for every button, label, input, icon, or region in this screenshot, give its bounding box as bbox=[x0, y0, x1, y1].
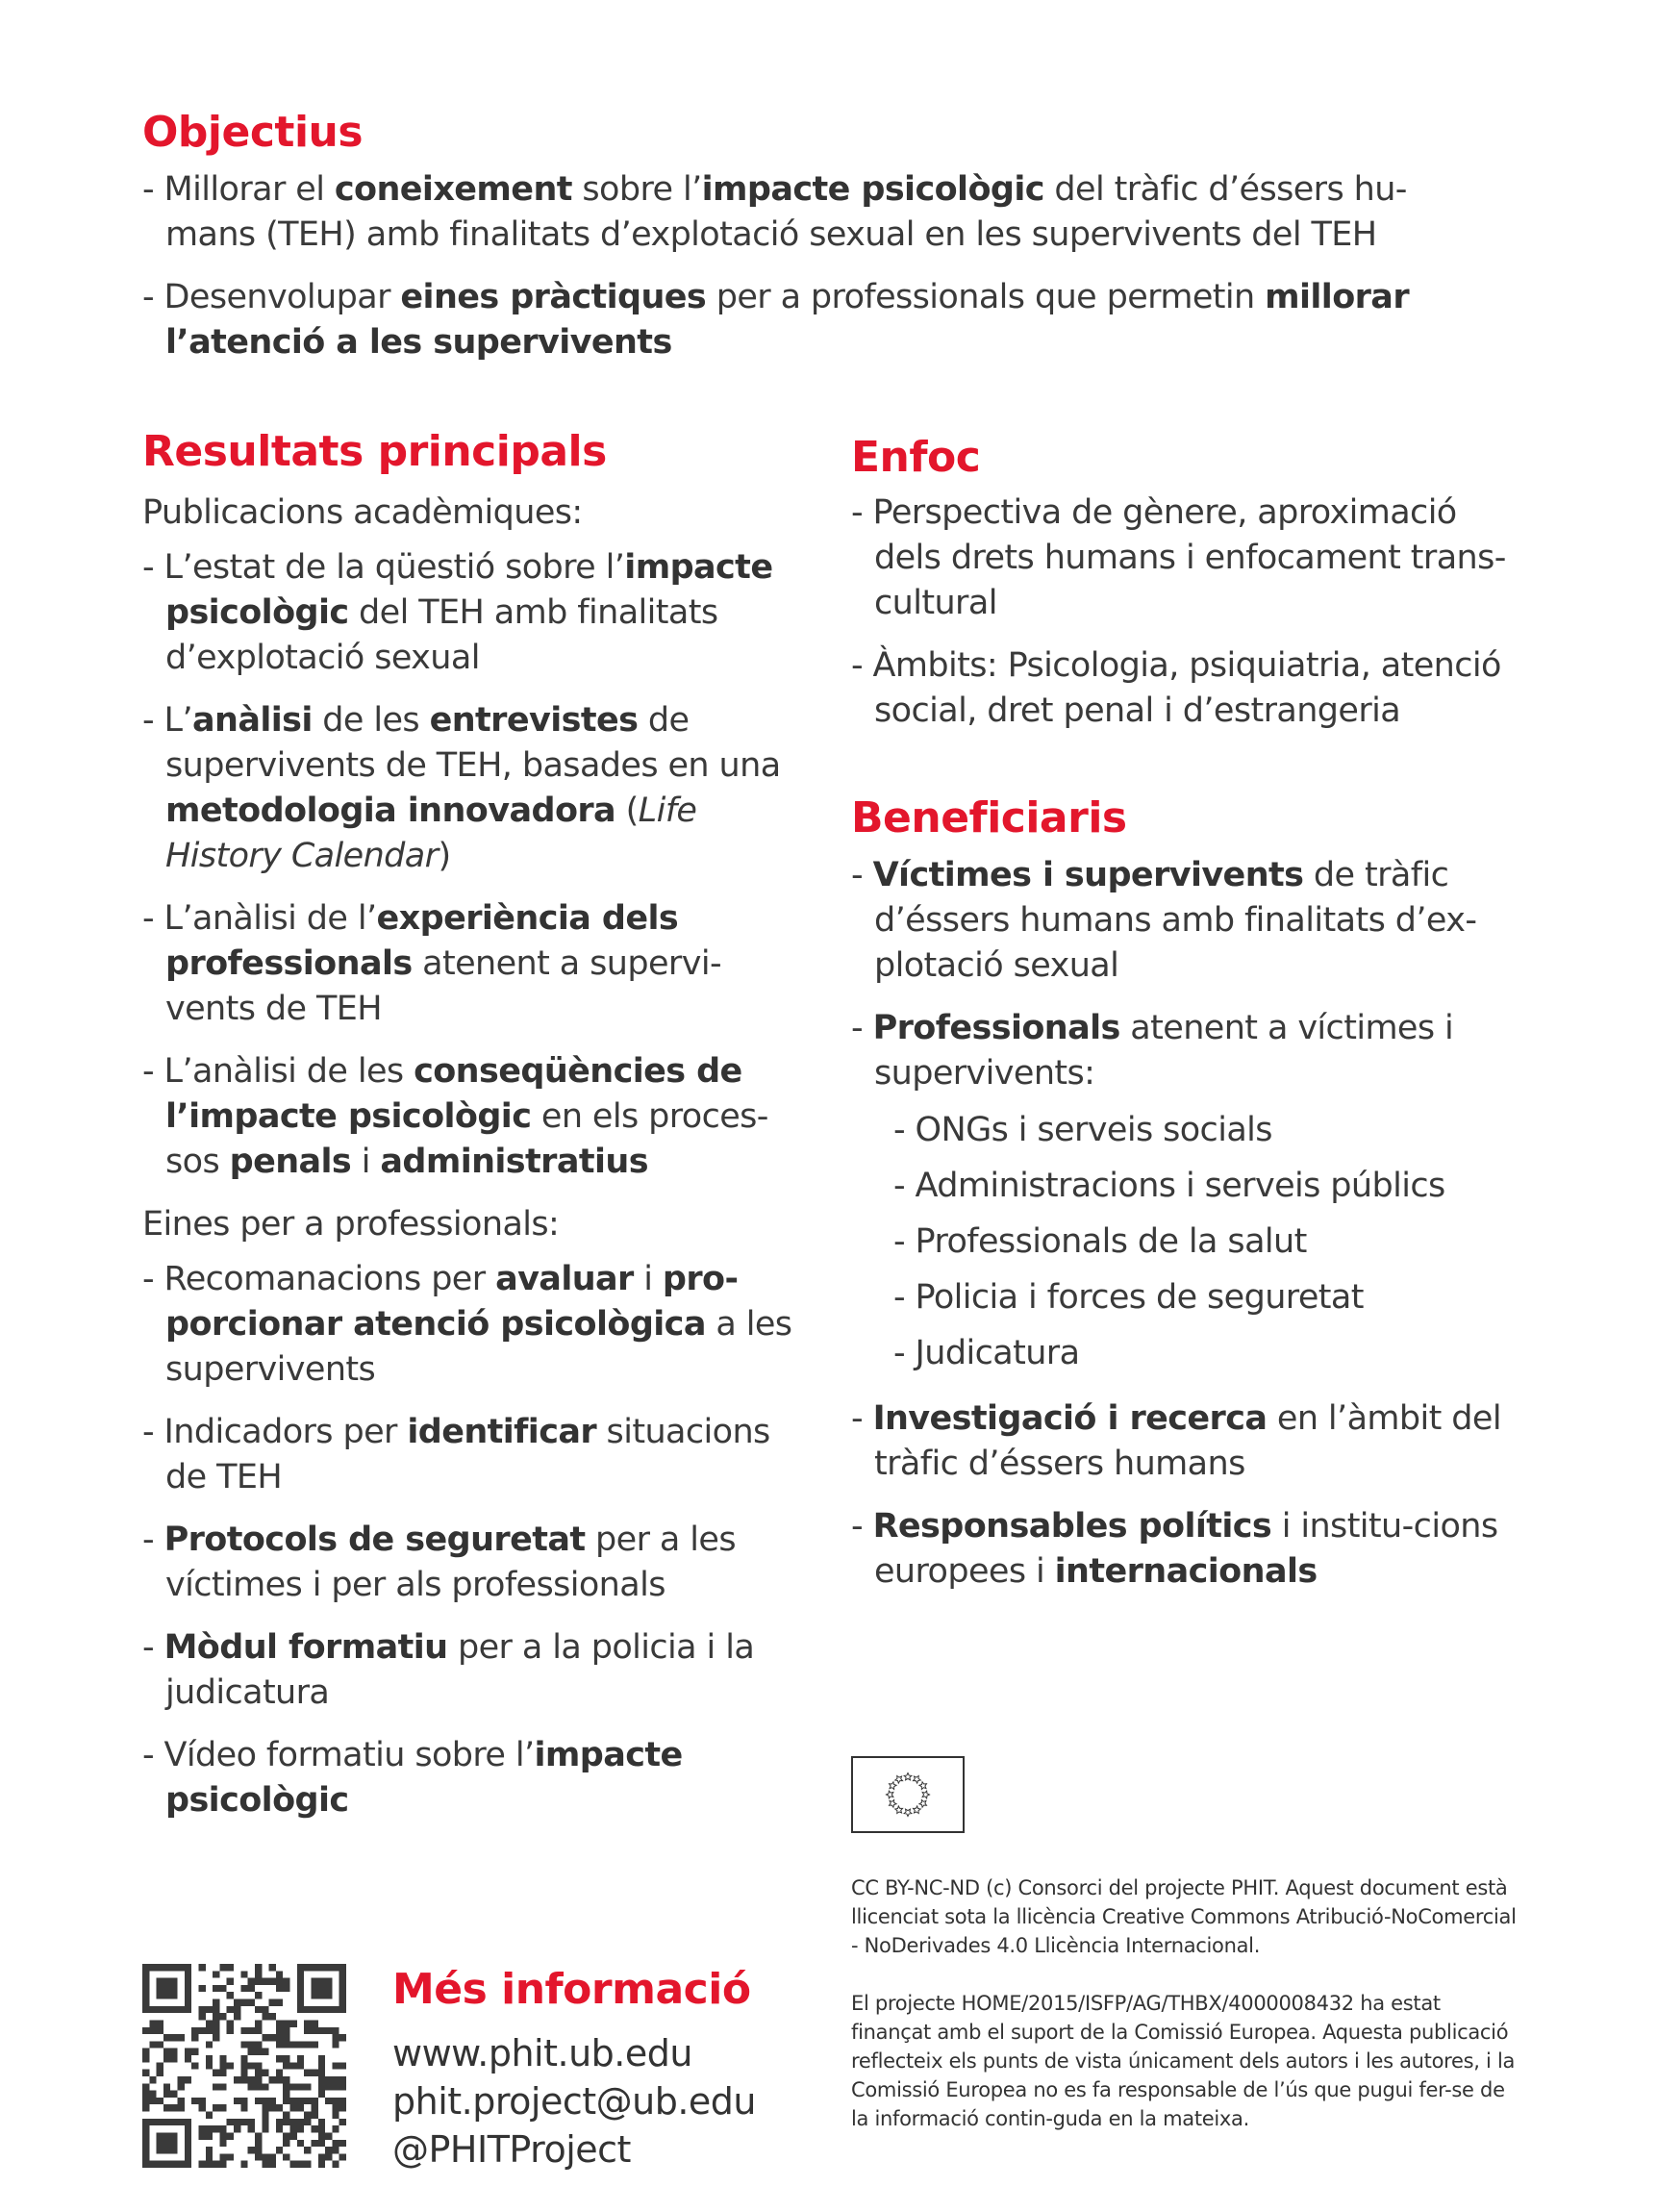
text-run: en els proces-sos bbox=[165, 1097, 768, 1181]
contact-title: Més informació bbox=[392, 1965, 751, 2014]
bold-text: avaluar bbox=[495, 1260, 634, 1298]
bold-text: pro-porcionar atenció psicològica bbox=[165, 1260, 739, 1344]
list-item bbox=[142, 1518, 806, 1608]
list-item bbox=[142, 1257, 806, 1393]
bold-text: impacte psicològic bbox=[701, 170, 1044, 209]
sub-list-item: - Administracions i serveis públics bbox=[893, 1167, 1445, 1205]
text-run: ) bbox=[438, 837, 451, 875]
bold-text: experiència dels professionals bbox=[165, 899, 679, 983]
text-run: - bbox=[851, 856, 873, 894]
bold-text: Protocols de seguretat bbox=[163, 1521, 586, 1559]
text-run: - bbox=[851, 1507, 873, 1546]
text-run: - bbox=[851, 1399, 873, 1438]
text-run: i bbox=[633, 1260, 663, 1298]
text-run: - L’estat de la qüestió sobre l’ bbox=[142, 548, 625, 587]
bold-text: anàlisi bbox=[191, 701, 313, 740]
bold-text: conseqüències de l’impacte psicològic bbox=[165, 1052, 742, 1136]
text-run: - bbox=[851, 1009, 873, 1047]
bold-text: administratius bbox=[380, 1143, 648, 1181]
text-run: per a la policia i la judicatura bbox=[165, 1628, 755, 1712]
list-item bbox=[851, 853, 1524, 989]
list-item bbox=[142, 1410, 806, 1500]
text-run: sobre l’ bbox=[571, 170, 702, 209]
text-run: i institu-cions europees i bbox=[874, 1507, 1498, 1591]
text-run: - Vídeo formatiu sobre l’ bbox=[142, 1736, 535, 1774]
list-item bbox=[142, 1049, 806, 1185]
text-run: i bbox=[351, 1143, 381, 1181]
list-item bbox=[142, 698, 806, 879]
contact-web-link[interactable]: www.phit.ub.edu bbox=[392, 2032, 692, 2074]
publicacions-label: Publicacions acadèmiques: bbox=[142, 493, 583, 532]
text-run: - bbox=[142, 1628, 164, 1667]
text-run: de tràfic d’éssers humans amb finalitats d’ex-plotació sexual bbox=[874, 856, 1477, 985]
objectius-title: Objectius bbox=[142, 108, 364, 157]
bold-text: Professionals bbox=[872, 1009, 1120, 1047]
sub-list-item: - Judicatura bbox=[893, 1334, 1080, 1372]
sub-list-item: - ONGs i serveis socials bbox=[893, 1111, 1272, 1149]
qr-code-icon bbox=[142, 1964, 346, 2168]
beneficiaris-sublist bbox=[851, 1108, 1524, 1376]
text-run: Life History Calendar bbox=[165, 792, 697, 875]
sub-list-item: - Policia i forces de seguretat bbox=[893, 1278, 1364, 1317]
text-run: a les supervivents bbox=[165, 1305, 792, 1389]
text-run: situacions de TEH bbox=[165, 1413, 770, 1496]
text-run: atenent a supervi-vents de TEH bbox=[165, 944, 721, 1028]
resultats-section bbox=[142, 425, 806, 1841]
bold-text: impacte psicològic bbox=[165, 548, 773, 632]
bold-text: Investigació i recerca bbox=[872, 1399, 1268, 1438]
beneficiaris-list bbox=[851, 853, 1524, 1096]
text-run: - bbox=[142, 1521, 164, 1559]
license-cc: CC BY-NC-ND (c) Consorci del projecte PHIT. Aquest document està llicenciat sota la llicència Creative Commons Atribució-NoComercial - NoDerivades 4.0 Llicència Internacional. bbox=[851, 1876, 1517, 1957]
list-item bbox=[851, 1006, 1524, 1096]
bold-text: penals bbox=[229, 1143, 352, 1181]
license-block bbox=[851, 1873, 1524, 2133]
license-funding: El projecte HOME/2015/ISFP/AG/THBX/4000008432 ha estat finançat amb el suport de la Comissió Europea. Aquesta publicació reflecteix els punts de vista únicament dels autors i les autores, i la Comissió Europea no es fa responsable de l’ús que pugui fer-se de la informació contin-guda en la mateixa. bbox=[851, 1992, 1516, 2130]
text-run: - Desenvolupar bbox=[142, 278, 401, 316]
list-item bbox=[142, 545, 806, 681]
bold-text: Mòdul formatiu bbox=[163, 1628, 448, 1667]
list-item bbox=[142, 896, 806, 1032]
list-item bbox=[851, 1504, 1524, 1595]
beneficiaris-title: Beneficiaris bbox=[851, 793, 1127, 842]
text-run: - Àmbits: Psicologia, psiquiatria, atenció social, dret penal i d’estrangeria bbox=[851, 646, 1501, 730]
bold-text: internacionals bbox=[1054, 1552, 1318, 1591]
list-item bbox=[851, 490, 1524, 626]
beneficiaris-list-2 bbox=[851, 1396, 1524, 1595]
bold-text: millorar l’atenció a les supervivents bbox=[165, 278, 1409, 362]
text-run: ( bbox=[615, 792, 639, 830]
list-item bbox=[142, 167, 1479, 258]
text-run: de les bbox=[312, 701, 430, 740]
text-run: per a professionals que permetin bbox=[706, 278, 1266, 316]
objectius-section bbox=[142, 106, 1479, 383]
bold-text: Responsables polítics bbox=[872, 1507, 1272, 1546]
sub-list-item: - Professionals de la salut bbox=[893, 1222, 1307, 1261]
resultats-title: Resultats principals bbox=[142, 427, 607, 476]
bold-text: identificar bbox=[407, 1413, 597, 1451]
text-run: atenent a víctimes i supervivents: bbox=[874, 1009, 1454, 1093]
text-run: de supervivents de TEH, basades en una bbox=[165, 701, 781, 785]
contact-twitter-link[interactable]: @PHITProject bbox=[392, 2128, 631, 2171]
eines-list bbox=[142, 1257, 806, 1823]
text-run: - L’anàlisi de l’ bbox=[142, 899, 377, 938]
bold-text: entrevistes bbox=[429, 701, 639, 740]
list-item bbox=[851, 643, 1524, 734]
text-run: del tràfic d’éssers hu-mans (TEH) amb finalitats d’explotació sexual en les supervivents del TEH bbox=[165, 170, 1407, 254]
beneficiaris-section bbox=[851, 792, 1524, 1612]
text-run: del TEH amb finalitats d’explotació sexual bbox=[165, 593, 718, 677]
enfoc-section bbox=[851, 431, 1524, 751]
list-item bbox=[851, 1396, 1524, 1487]
bold-text: Víctimes i supervivents bbox=[872, 856, 1304, 894]
eines-label: Eines per a professionals: bbox=[142, 1205, 560, 1244]
enfoc-list bbox=[851, 490, 1524, 734]
text-run: - L’ bbox=[142, 701, 192, 740]
bold-text: impacte psicològic bbox=[165, 1736, 683, 1820]
text-run: - Recomanacions per bbox=[142, 1260, 496, 1298]
text-run: per a les víctimes i per als professionals bbox=[165, 1521, 736, 1604]
objectius-list bbox=[142, 167, 1479, 365]
publicacions-list bbox=[142, 545, 806, 1185]
list-item bbox=[142, 1625, 806, 1716]
text-run: - L’anàlisi de les bbox=[142, 1052, 414, 1091]
list-item bbox=[142, 275, 1479, 365]
text-run: en l’àmbit del tràfic d’éssers humans bbox=[874, 1399, 1501, 1483]
text-run: - Indicadors per bbox=[142, 1413, 408, 1451]
contact-email-link[interactable]: phit.project@ub.edu bbox=[392, 2080, 756, 2123]
contact-section bbox=[392, 1964, 816, 2174]
text-run: - Millorar el bbox=[142, 170, 335, 209]
eu-flag-icon bbox=[851, 1756, 965, 1833]
bold-text: coneixement bbox=[334, 170, 572, 209]
enfoc-title: Enfoc bbox=[851, 433, 981, 482]
list-item bbox=[142, 1733, 806, 1823]
bold-text: metodologia innovadora bbox=[165, 792, 616, 830]
text-run: - Perspectiva de gènere, aproximació dels drets humans i enfocament trans-cultural bbox=[851, 493, 1506, 622]
bold-text: eines pràctiques bbox=[400, 278, 707, 316]
